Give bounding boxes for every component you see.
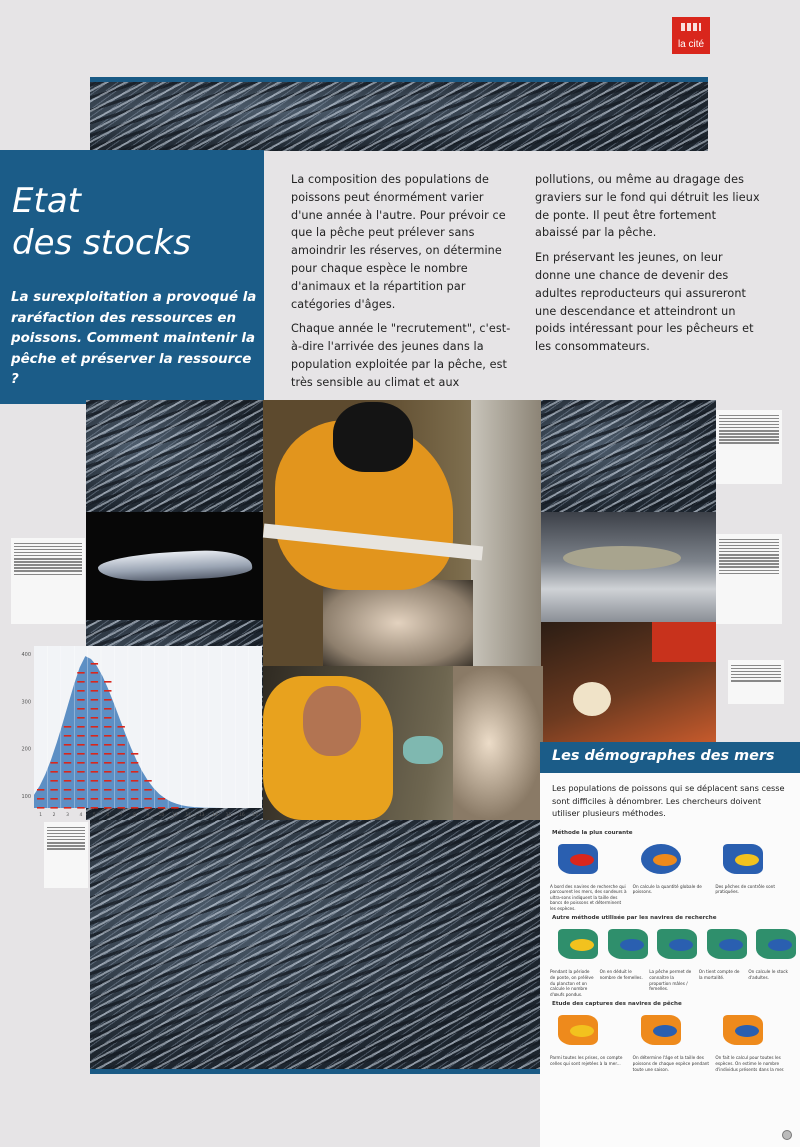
hands-shell-photo	[541, 622, 716, 742]
title-line-2: des stocks	[12, 223, 191, 263]
chart-fish-mark	[64, 726, 71, 728]
chart-fish-mark	[77, 780, 84, 782]
demographes-header	[540, 742, 800, 773]
chart-fish-mark	[144, 798, 151, 800]
chart-fish-mark	[77, 762, 84, 764]
method-caption: Parmi toutes les prises, on compte celles qui sont rejetées à la mer...	[550, 1055, 623, 1067]
col1-paragraph-2: Chaque année le "recrutement", c'est-à-dire l'arrivée des jeunes dans la population exploitée par la pêche, est très sensible au climat et aux	[291, 322, 511, 389]
chart-x-tick-label: 6	[106, 813, 110, 818]
method-item	[550, 838, 627, 912]
side-note-chart	[44, 822, 88, 888]
title-panel	[0, 150, 264, 404]
chart-fish-mark	[91, 735, 98, 737]
top-fish-photo	[90, 77, 708, 151]
catch-icon	[550, 1009, 627, 1051]
chart-fish-mark	[91, 807, 98, 809]
chart-fish-mark	[104, 789, 111, 791]
chart-fish-mark	[117, 798, 124, 800]
bottom-fish-photo	[90, 820, 540, 1074]
chart-fish-mark	[104, 717, 111, 719]
chart-fish-mark	[144, 807, 151, 809]
chart-fish-mark	[144, 780, 151, 782]
chart-fish-mark	[104, 780, 111, 782]
fish-scale-photo	[86, 512, 263, 620]
method-row-2	[540, 923, 800, 997]
method-caption: On fait le calcul pour toutes les espèces. On estime le nombre d'individus présents dans la mer.	[715, 1055, 785, 1072]
chart-fish-mark	[77, 717, 84, 719]
demographes-title: Les démographes des mers	[552, 748, 775, 764]
trawler-icon	[715, 838, 792, 880]
chart-x-tick-label: 2	[52, 813, 56, 818]
fish-measuring-photo	[541, 512, 716, 622]
chart-x-tick-label: 14	[212, 813, 218, 818]
chart-x-tick-label: 7	[119, 813, 123, 818]
logo-text: la cité	[677, 39, 705, 50]
chart-fish-mark	[117, 762, 124, 764]
title-line-1: Etat	[12, 181, 81, 221]
side-note-right-1	[716, 410, 782, 484]
screw-icon	[782, 1130, 792, 1140]
chart-x-tick-label: 16	[239, 813, 245, 818]
method-caption: Des pêches de contrôle sont pratiquées.	[715, 883, 775, 895]
chart-y-tick-label: 300	[21, 699, 31, 706]
fisherman-portrait-photo	[263, 666, 543, 820]
chart-fish-mark	[50, 771, 57, 773]
demographes-panel	[540, 742, 800, 1147]
chart-fish-mark	[77, 771, 84, 773]
chart-fish-mark	[104, 762, 111, 764]
chart-fish-mark	[131, 807, 138, 809]
chart-y-tick-label: 200	[21, 746, 31, 753]
chart-fish-mark	[64, 807, 71, 809]
chart-x-tick-label: 9	[146, 813, 150, 818]
chart-x-tick-label: 17	[252, 813, 259, 818]
method-caption: La pêche permet de connaître la proportion mâles / femelles.	[649, 969, 692, 992]
chart-fish-mark	[91, 699, 98, 701]
boat-map-icon	[550, 838, 627, 880]
method-row-3	[540, 1009, 800, 1072]
chart-fish-mark	[37, 807, 44, 809]
demographes-intro: Les populations de poissons qui se déplacent sans cesse sont difficiles à dénombrer. Les chercheurs doivent utiliser plusieurs méthodes.	[552, 783, 785, 818]
chart-fish-mark	[104, 798, 111, 800]
chart-fish-mark	[131, 798, 138, 800]
chart-fish-mark	[117, 726, 124, 728]
section-title-3: Etude des captures des navires de pêche	[552, 1001, 682, 1008]
chart-fish-mark	[64, 780, 71, 782]
plankton-net-icon	[550, 923, 594, 965]
section-title-1: Méthode la plus courante	[552, 829, 633, 836]
logo-dots-icon	[681, 23, 701, 31]
globe-icon	[633, 838, 710, 880]
chart-fish-mark	[37, 798, 44, 800]
fish-school-photo-right	[541, 400, 716, 512]
chart-fish-mark	[171, 807, 178, 809]
chart-fish-mark	[91, 762, 98, 764]
chart-fish-mark	[104, 699, 111, 701]
chart-fish-mark	[50, 789, 57, 791]
method-caption: On tient compte de la mortalité.	[698, 969, 740, 981]
chart-fish-mark	[50, 762, 57, 764]
chart-fish-mark	[50, 780, 57, 782]
chart-fish-mark	[104, 807, 111, 809]
chart-x-tick-label: 4	[79, 813, 83, 818]
chart-svg	[14, 640, 264, 820]
fish-ratio-icon	[649, 923, 693, 965]
method-caption: Pendant la période de ponte, on prélève du plancton et on calcule le nombre d'œufs pondus.	[550, 969, 594, 997]
adults-icon	[748, 923, 792, 965]
chart-fish-mark	[91, 780, 98, 782]
chart-x-tick-label: 13	[198, 813, 205, 818]
method-caption: On en déduit le nombre de femelles.	[599, 969, 643, 981]
chart-x-tick-label: 10	[158, 813, 165, 818]
chart-fish-mark	[104, 690, 111, 692]
chart-fish-mark	[77, 699, 84, 701]
body-column-2	[535, 171, 760, 356]
chart-fish-mark	[77, 807, 84, 809]
chart-fish-mark	[91, 744, 98, 746]
side-note-right-2	[716, 534, 782, 624]
method-item	[633, 1009, 710, 1072]
chart-fish-mark	[91, 717, 98, 719]
chart-x-tick-label: 1	[39, 813, 43, 818]
method-item	[715, 1009, 792, 1072]
chart-fish-mark	[77, 672, 84, 674]
chart-fish-mark	[104, 771, 111, 773]
chart-fish-mark	[77, 753, 84, 755]
chart-fish-mark	[117, 780, 124, 782]
chart-fish-mark	[77, 798, 84, 800]
chart-fish-mark	[91, 789, 98, 791]
fisherman-sorting-photo	[263, 400, 541, 666]
method-item	[600, 923, 644, 997]
age-size-icon	[633, 1009, 710, 1051]
chart-y-tick-label: 100	[21, 794, 31, 800]
chart-fish-mark	[91, 771, 98, 773]
la-cite-logo	[672, 17, 710, 54]
chart-y-tick-label: 400	[21, 652, 31, 658]
chart-fish-mark	[131, 762, 138, 764]
chart-x-tick-label: 3	[66, 813, 69, 818]
col1-paragraph-1: La composition des populations de poissons peut énormément varier d'une année à l'autre. Pour prévoir ce que la pêche peut prélever sans amoindrir les réserves, on détermine pour chaque espèce le nombre d'animaux et la répartition par catégories d'âges.	[291, 173, 506, 311]
chart-fish-mark	[91, 726, 98, 728]
chart-fish-mark	[77, 681, 84, 683]
body-column-1	[291, 171, 516, 392]
computer-icon	[715, 1009, 792, 1051]
chart-x-tick-label: 12	[185, 813, 192, 818]
chart-fish-mark	[64, 735, 71, 737]
chart-fish-mark	[144, 789, 151, 791]
chart-fish-mark	[131, 771, 138, 773]
chart-fish-mark	[77, 708, 84, 710]
chart-fish-mark	[77, 726, 84, 728]
chart-fish-mark	[64, 789, 71, 791]
chart-fish-mark	[117, 789, 124, 791]
page-title	[12, 180, 191, 264]
method-caption: On calcule le stock d'adultes.	[748, 969, 788, 981]
method-caption: On calcule la quantité globale de poissons.	[632, 883, 702, 895]
chart-x-tick-label: 8	[133, 813, 137, 818]
chart-x-tick-label: 15	[225, 813, 232, 818]
chart-fish-mark	[91, 681, 98, 683]
method-caption: A bord des navires de recherche qui parcourent les mers, des sondeurs à ultra-sons indiquent la taille des bancs de poissons et déterminent les espèces.	[550, 883, 627, 911]
side-note-right-3	[728, 660, 784, 704]
chart-fish-mark	[91, 672, 98, 674]
col2-paragraph-1: pollutions, ou même au dragage des graviers sur le fond qui détruit les lieux de ponte. Il peut être fortement abaissé par la pêche.	[535, 173, 760, 240]
chart-fish-mark	[131, 780, 138, 782]
method-item	[633, 838, 710, 912]
section-title-2: Autre méthode utilisée par les navires de recherche	[552, 915, 717, 922]
mortality-icon	[699, 923, 743, 965]
chart-fish-mark	[64, 798, 71, 800]
method-caption: On détermine l'âge et la taille des poissons de chaque espèce pendant toute une saison.	[632, 1055, 710, 1072]
side-note-scale	[11, 538, 85, 624]
chart-fish-mark	[117, 753, 124, 755]
chart-fish-mark	[117, 744, 124, 746]
chart-fish-mark	[117, 735, 124, 737]
fish-school-photo	[86, 400, 263, 512]
method-item	[748, 923, 792, 997]
col2-paragraph-2: En préservant les jeunes, on leur donne une chance de devenir des adultes reproducteurs qui assureront une descendance et atteindront un poids intéressant pour les pêcheurs et les consommateurs.	[535, 251, 754, 354]
chart-fish-mark	[104, 753, 111, 755]
chart-fish-mark	[158, 807, 165, 809]
chart-fish-mark	[77, 690, 84, 692]
chart-x-tick-label: 5	[92, 813, 96, 818]
method-item	[649, 923, 693, 997]
chart-fish-mark	[117, 807, 124, 809]
chart-fish-mark	[117, 771, 124, 773]
chart-fish-mark	[158, 798, 165, 800]
chart-fish-mark	[104, 726, 111, 728]
fish-pair-icon	[600, 923, 644, 965]
chart-fish-mark	[104, 744, 111, 746]
page-subtitle: La surexploitation a provoqué la raréfaction des ressources en poissons. Comment maintenir la pêche et préserver la ressource ?	[11, 290, 257, 387]
method-item	[550, 923, 594, 997]
chart-fish-mark	[131, 789, 138, 791]
chart-fish-mark	[77, 744, 84, 746]
method-item	[550, 1009, 627, 1072]
chart-fish-mark	[91, 753, 98, 755]
chart-fish-mark	[91, 690, 98, 692]
chart-x-tick-label: 11	[171, 813, 178, 818]
chart-fish-mark	[64, 744, 71, 746]
chart-fish-mark	[131, 753, 138, 755]
chart-fish-mark	[64, 753, 71, 755]
chart-fish-mark	[50, 807, 57, 809]
chart-fish-mark	[91, 663, 98, 665]
method-row-1	[540, 838, 800, 912]
chart-fish-mark	[64, 771, 71, 773]
chart-fish-mark	[91, 708, 98, 710]
chart-fish-mark	[104, 681, 111, 683]
chart-fish-mark	[77, 789, 84, 791]
chart-fish-mark	[50, 798, 57, 800]
chart-fish-mark	[104, 708, 111, 710]
age-distribution-chart	[14, 640, 264, 820]
method-item	[699, 923, 743, 997]
chart-fish-mark	[77, 735, 84, 737]
chart-fish-mark	[91, 798, 98, 800]
chart-fish-mark	[37, 789, 44, 791]
chart-fish-mark	[64, 762, 71, 764]
chart-fish-mark	[104, 735, 111, 737]
method-item	[715, 838, 792, 912]
